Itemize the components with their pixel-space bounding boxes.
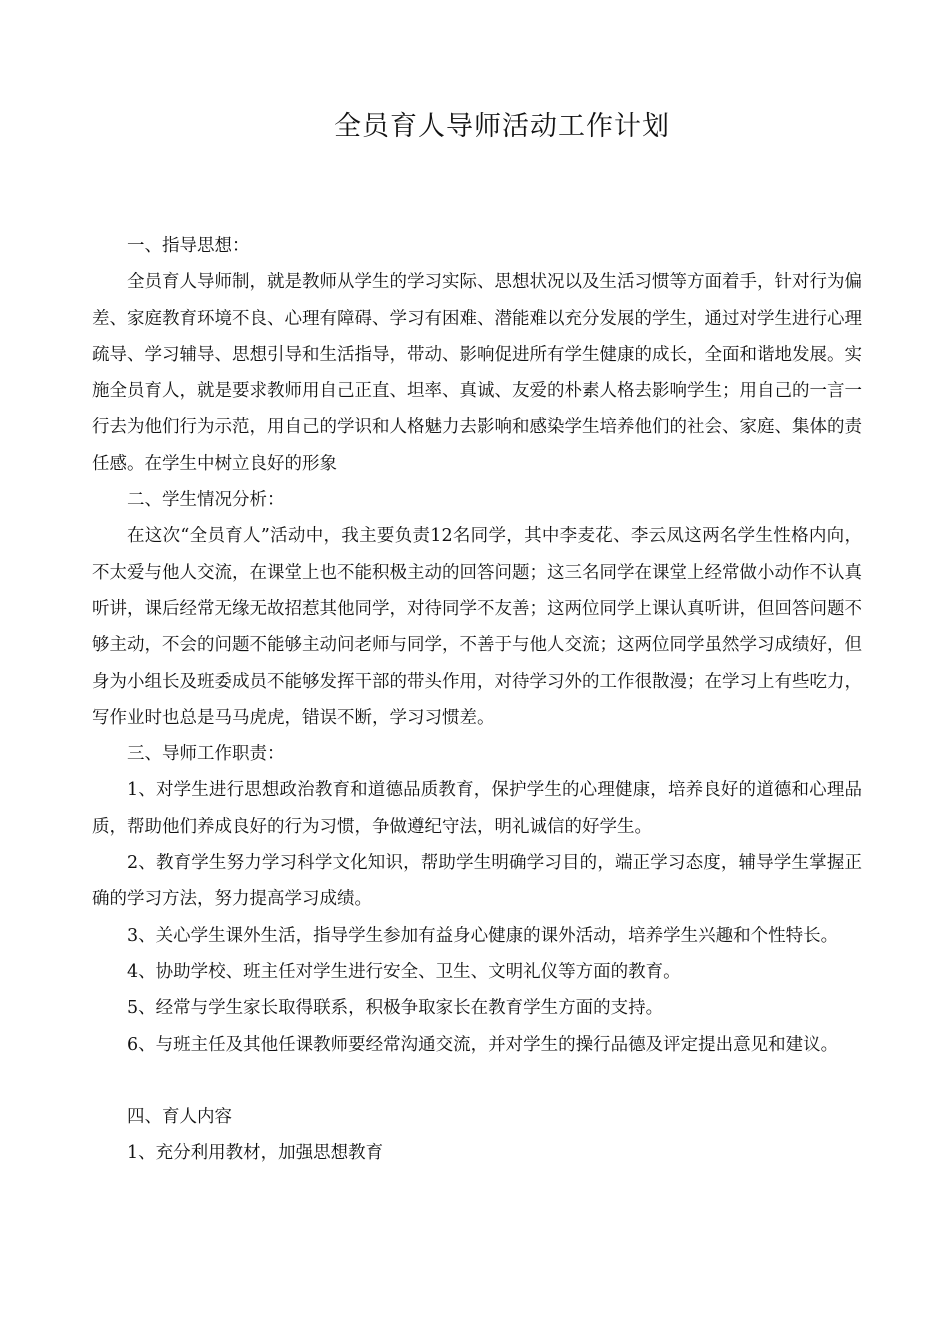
- duty-item: 4、协助学校、班主任对学生进行安全、卫生、文明礼仪等方面的教育。: [127, 961, 681, 982]
- content-item: 1、充分利用教材，加强思想教育: [127, 1143, 384, 1164]
- paragraph-guiding-thought: 全员育人导师制，就是教师从学生的学习实际、思想状况以及生活习惯等方面着手，针对行为偏差、家庭教育环境不良、心理有障碍、学习有困难、潜能难以充分发展的学生，通过对学生进行心理疏导、学习辅导、思想引导和生活指导，带动、影响促进所有学生健康的成长，全面和谐地发展。实施全员育人，就是要求教师用自己正直、坦率、真诚、友爱的朴素人格去影响学生；用自己的一言一行去为他们行为示范，用自己的学识和人格魅力去影响和感染学生培养他们的社会、家庭、集体的责任感。在学生中树立良好的形象: [92, 272, 862, 474]
- duty-item: 2、教育学生努力学习科学文化知识，帮助学生明确学习目的，端正学习态度，辅导学生掌握正确的学习方法，努力提高学习成绩。: [92, 853, 862, 910]
- section-heading-mentor-duties: 三、导师工作职责：: [127, 744, 285, 765]
- duty-item: 1、对学生进行思想政治教育和道德品质教育，保护学生的心理健康，培养良好的道德和心理品质，帮助他们养成良好的行为习惯，争做遵纪守法，明礼诚信的好学生。: [92, 780, 862, 837]
- section-heading-student-analysis: 二、学生情况分析：: [127, 490, 285, 511]
- duty-item: 5、经常与学生家长取得联系，积极争取家长在教育学生方面的支持。: [127, 998, 664, 1019]
- blank-line: [92, 1063, 862, 1099]
- document-body: [92, 228, 862, 1171]
- section-heading-education-content: 四、育人内容: [127, 1106, 232, 1127]
- paragraph-student-analysis: 在这次“全员育人”活动中，我主要负责12名同学，其中李麦花、李云凤这两名学生性格内向，不太爱与他人交流，在课堂上也不能积极主动的回答问题；这三名同学在课堂上经常做小动作不认真听讲，课后经常无缘无故招惹其他同学，对待同学不友善；这两位同学上课认真听讲，但回答问题不够主动，不会的问题不能够主动问老师与同学，不善于与他人交流；这两位同学虽然学习成绩好，但身为小组长及班委成员不能够发挥干部的带头作用，对待学习外的工作很散漫；在学习上有些吃力，写作业时也总是马马虎虎，错误不断，学习习惯差。: [92, 526, 862, 728]
- document-title: 全员育人导师活动工作计划: [334, 111, 670, 142]
- duty-item: 6、与班主任及其他任课教师要经常沟通交流，并对学生的操行品德及评定提出意见和建议。: [127, 1034, 839, 1055]
- section-heading-guiding-thought: 一、指导思想：: [127, 236, 250, 256]
- duty-item: 3、关心学生课外生活，指导学生参加有益身心健康的课外活动，培养学生兴趣和个性特长。: [127, 925, 839, 946]
